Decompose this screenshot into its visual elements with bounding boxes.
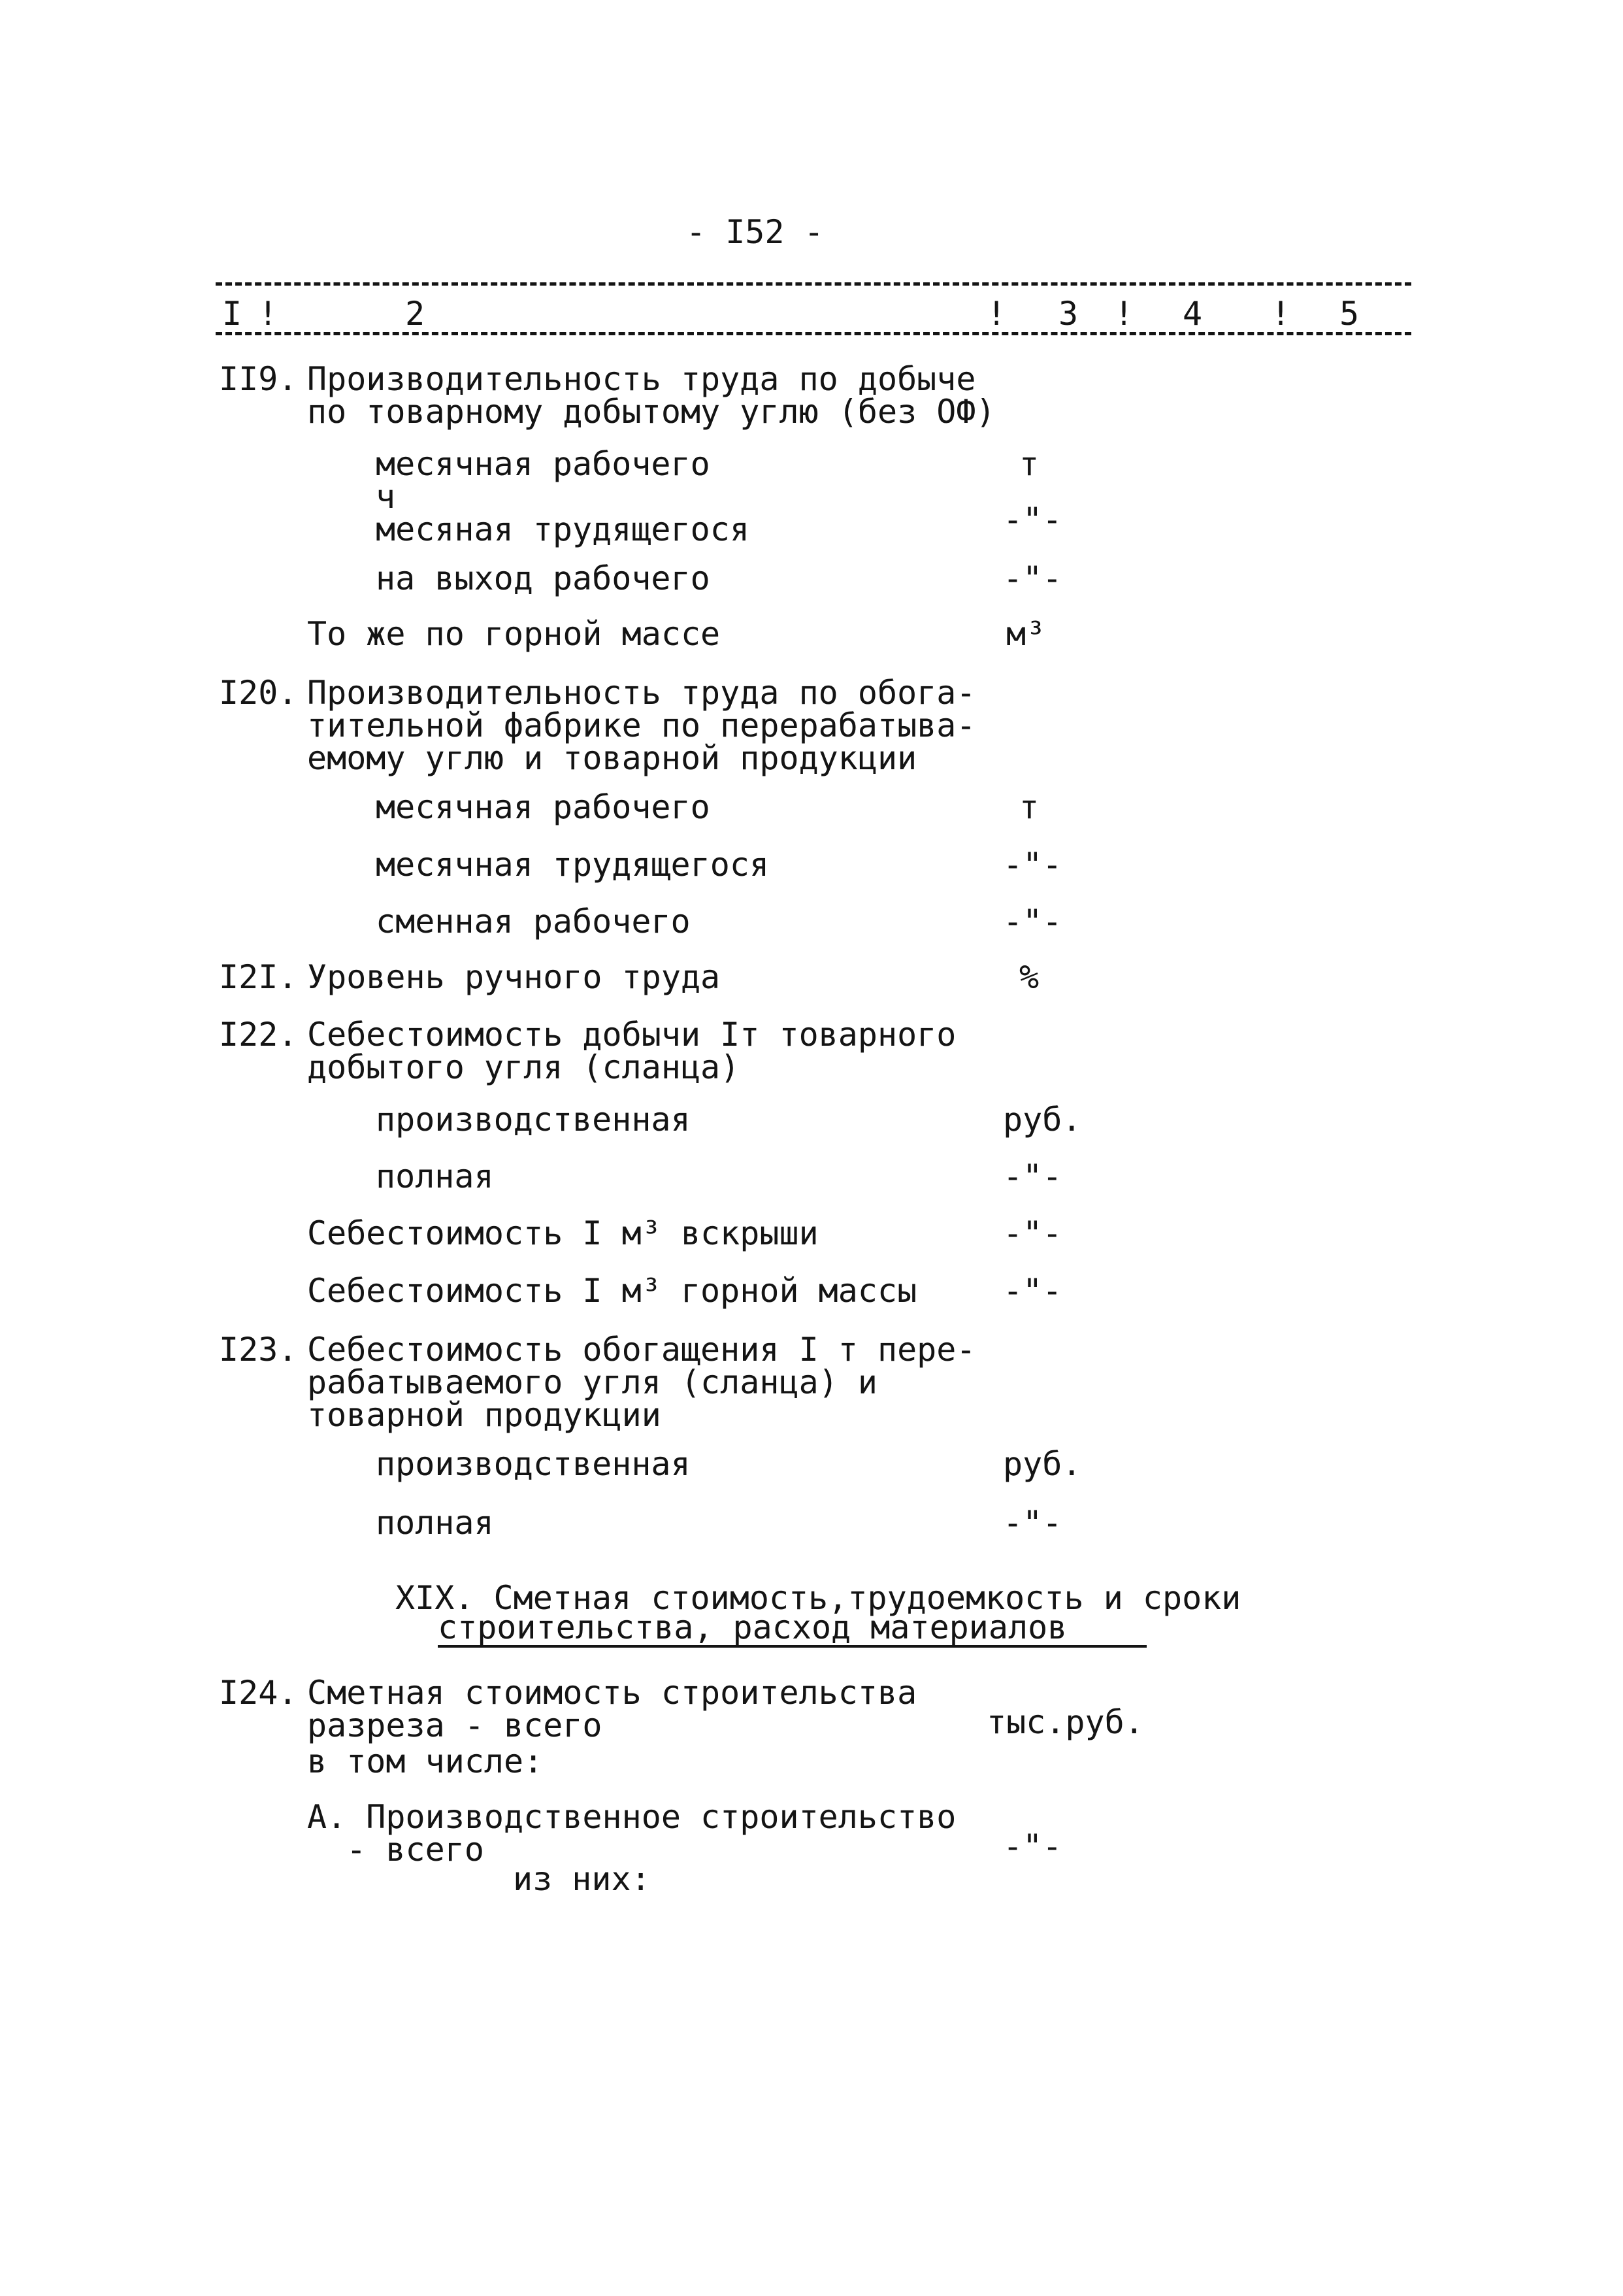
row-text: Производительность труда по добыче по товарному добытому углю (без ОФ): [307, 360, 996, 431]
row-text: полная: [376, 1157, 494, 1195]
row-unit: -"-: [1003, 1504, 1062, 1542]
row-text: То же по горной массе: [307, 615, 721, 653]
col-separator: !: [1271, 295, 1291, 333]
row-num: II9.: [219, 360, 298, 398]
col-separator: !: [258, 295, 278, 333]
row-unit: т: [1019, 445, 1040, 483]
row-text: Себестоимость I м³ вскрыши: [307, 1214, 819, 1252]
col-3-label: 3: [1058, 295, 1079, 333]
row-unit: -"-: [1003, 1272, 1062, 1310]
row-text: сменная рабочего: [376, 903, 691, 940]
row-num: I24.: [219, 1674, 298, 1712]
section-underline: [438, 1645, 1147, 1648]
header-top-rule: [216, 282, 1411, 286]
row-text: полная: [376, 1504, 494, 1542]
row-text: в том числе:: [307, 1742, 544, 1780]
col-2-label: 2: [405, 295, 425, 333]
row-unit: -"-: [1003, 1157, 1062, 1195]
row-text: из них:: [513, 1860, 651, 1898]
col-separator: !: [1114, 295, 1134, 333]
row-text: производственная: [376, 1445, 691, 1483]
row-text: месячная трудящегося: [376, 846, 770, 884]
row-unit: -"-: [1003, 501, 1062, 539]
col-separator: !: [987, 295, 1007, 333]
section-heading-line-2: строительства, расход материалов: [438, 1608, 1068, 1646]
row-text: Уровень ручного труда: [307, 958, 721, 996]
row-num: I2I.: [219, 958, 298, 996]
row-unit: руб.: [1003, 1445, 1082, 1483]
row-num: I22.: [219, 1016, 298, 1054]
row-text: ч месяная трудящегося: [376, 478, 749, 548]
row-unit: -"-: [1003, 1827, 1062, 1865]
row-unit: -"-: [1003, 846, 1062, 884]
row-unit: -"-: [1003, 559, 1062, 597]
row-text: А. Производственное строительство - всего: [307, 1798, 957, 1869]
row-text: Производительность труда по обога- тительной фабрике по перерабатыва- емому углю и товарной продукции: [307, 674, 976, 777]
row-text: Себестоимость добычи Iт товарного добытого угля (сланца): [307, 1016, 957, 1086]
row-num: I23.: [219, 1331, 298, 1369]
row-text: Сметная стоимость строительства разреза - всего: [307, 1674, 917, 1744]
row-unit: тыс.руб.: [987, 1703, 1144, 1741]
row-unit: -"-: [1003, 1214, 1062, 1252]
col-1-label: I: [222, 295, 242, 333]
row-text: производственная: [376, 1101, 691, 1139]
header-bottom-rule: [216, 332, 1411, 335]
row-unit: м³: [1006, 615, 1046, 653]
row-text: месячная рабочего: [376, 445, 710, 483]
page-number: - I52 -: [686, 213, 824, 251]
row-unit: руб.: [1003, 1101, 1082, 1139]
row-text: Себестоимость обогащения I т пере- рабатываемого угля (сланца) и товарной продукции: [307, 1331, 976, 1434]
row-num: I20.: [219, 674, 298, 712]
row-unit: %: [1019, 958, 1040, 996]
row-text: Себестоимость I м³ горной массы: [307, 1272, 917, 1310]
row-unit: -"-: [1003, 903, 1062, 940]
section-heading-line-1: XIX. Сметная стоимость,трудоемкость и сроки: [395, 1579, 1241, 1617]
col-4-label: 4: [1183, 295, 1203, 333]
row-text: месячная рабочего: [376, 788, 710, 826]
row-unit: т: [1019, 788, 1040, 826]
col-5-label: 5: [1339, 295, 1360, 333]
row-text: на выход рабочего: [376, 559, 710, 597]
